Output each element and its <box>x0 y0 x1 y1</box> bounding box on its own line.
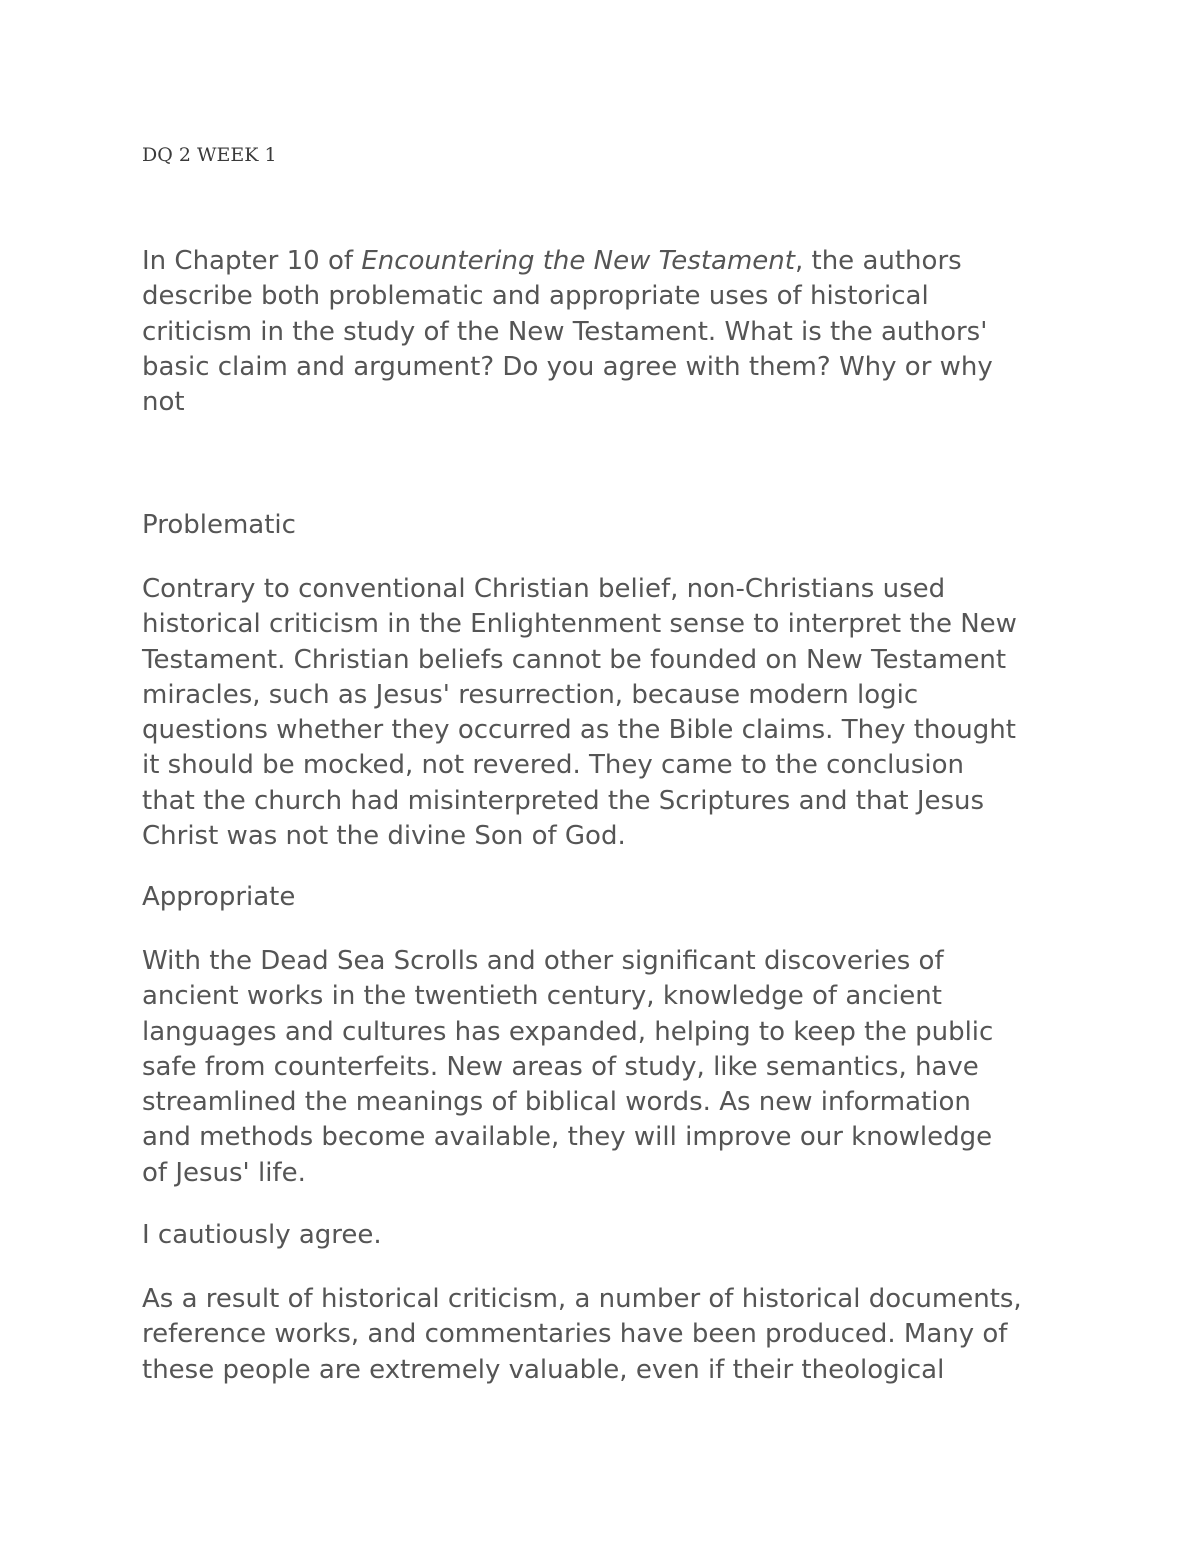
appropriate-paragraph <box>142 944 1072 1191</box>
question-line-3: criticism in the study of the New Testament. What is the authors' <box>142 316 988 347</box>
appropriate-line: of Jesus' life. <box>142 1157 306 1188</box>
document-header: DQ 2 WEEK 1 <box>142 144 277 166</box>
agreement-line: As a result of historical criticism, a number of historical documents, <box>142 1284 1022 1314</box>
agreement-line: reference works, and commentaries have been produced. Many of <box>142 1319 1008 1350</box>
problematic-line: Christ was not the divine Son of God. <box>142 821 626 852</box>
agreement-line: these people are extremely valuable, even if their theological <box>142 1354 945 1385</box>
problematic-line: Testament. Christian beliefs cannot be founded on New Testament <box>142 644 1007 675</box>
problematic-line: that the church had misinterpreted the Scriptures and that Jesus <box>142 785 985 816</box>
question-line-5: not <box>142 387 185 418</box>
appropriate-line: streamlined the meanings of biblical words. As new information <box>142 1087 971 1118</box>
book-title: Encountering the New Testament <box>361 246 795 276</box>
problematic-line: it should be mocked, not revered. They came to the conclusion <box>142 750 964 781</box>
appropriate-line: safe from counterfeits. New areas of study, like semantics, have <box>142 1051 979 1082</box>
problematic-heading: Problematic <box>142 510 296 540</box>
appropriate-line: ancient works in the twentieth century, knowledge of ancient <box>142 981 942 1012</box>
question-line-1: In Chapter 10 of Encountering the New Testament, the authors <box>142 246 962 276</box>
agreement-statement: I cautiously agree. <box>142 1220 382 1250</box>
question-paragraph <box>142 244 1072 420</box>
appropriate-line: languages and cultures has expanded, helping to keep the public <box>142 1016 994 1047</box>
question-line-2: describe both problematic and appropriate uses of historical <box>142 281 929 312</box>
problematic-line: miracles, such as Jesus' resurrection, because modern logic <box>142 679 919 710</box>
problematic-line: questions whether they occurred as the Bible claims. They thought <box>142 715 1016 746</box>
appropriate-line: With the Dead Sea Scrolls and other significant discoveries of <box>142 946 944 976</box>
problematic-line: historical criticism in the Enlightenment sense to interpret the New <box>142 609 1017 640</box>
appropriate-heading: Appropriate <box>142 882 296 912</box>
agreement-paragraph <box>142 1282 1072 1388</box>
problematic-line: Contrary to conventional Christian belief, non-Christians used <box>142 574 946 604</box>
appropriate-line: and methods become available, they will improve our knowledge <box>142 1122 993 1153</box>
problematic-paragraph <box>142 572 1072 854</box>
question-line-4: basic claim and argument? Do you agree with them? Why or why <box>142 351 993 382</box>
